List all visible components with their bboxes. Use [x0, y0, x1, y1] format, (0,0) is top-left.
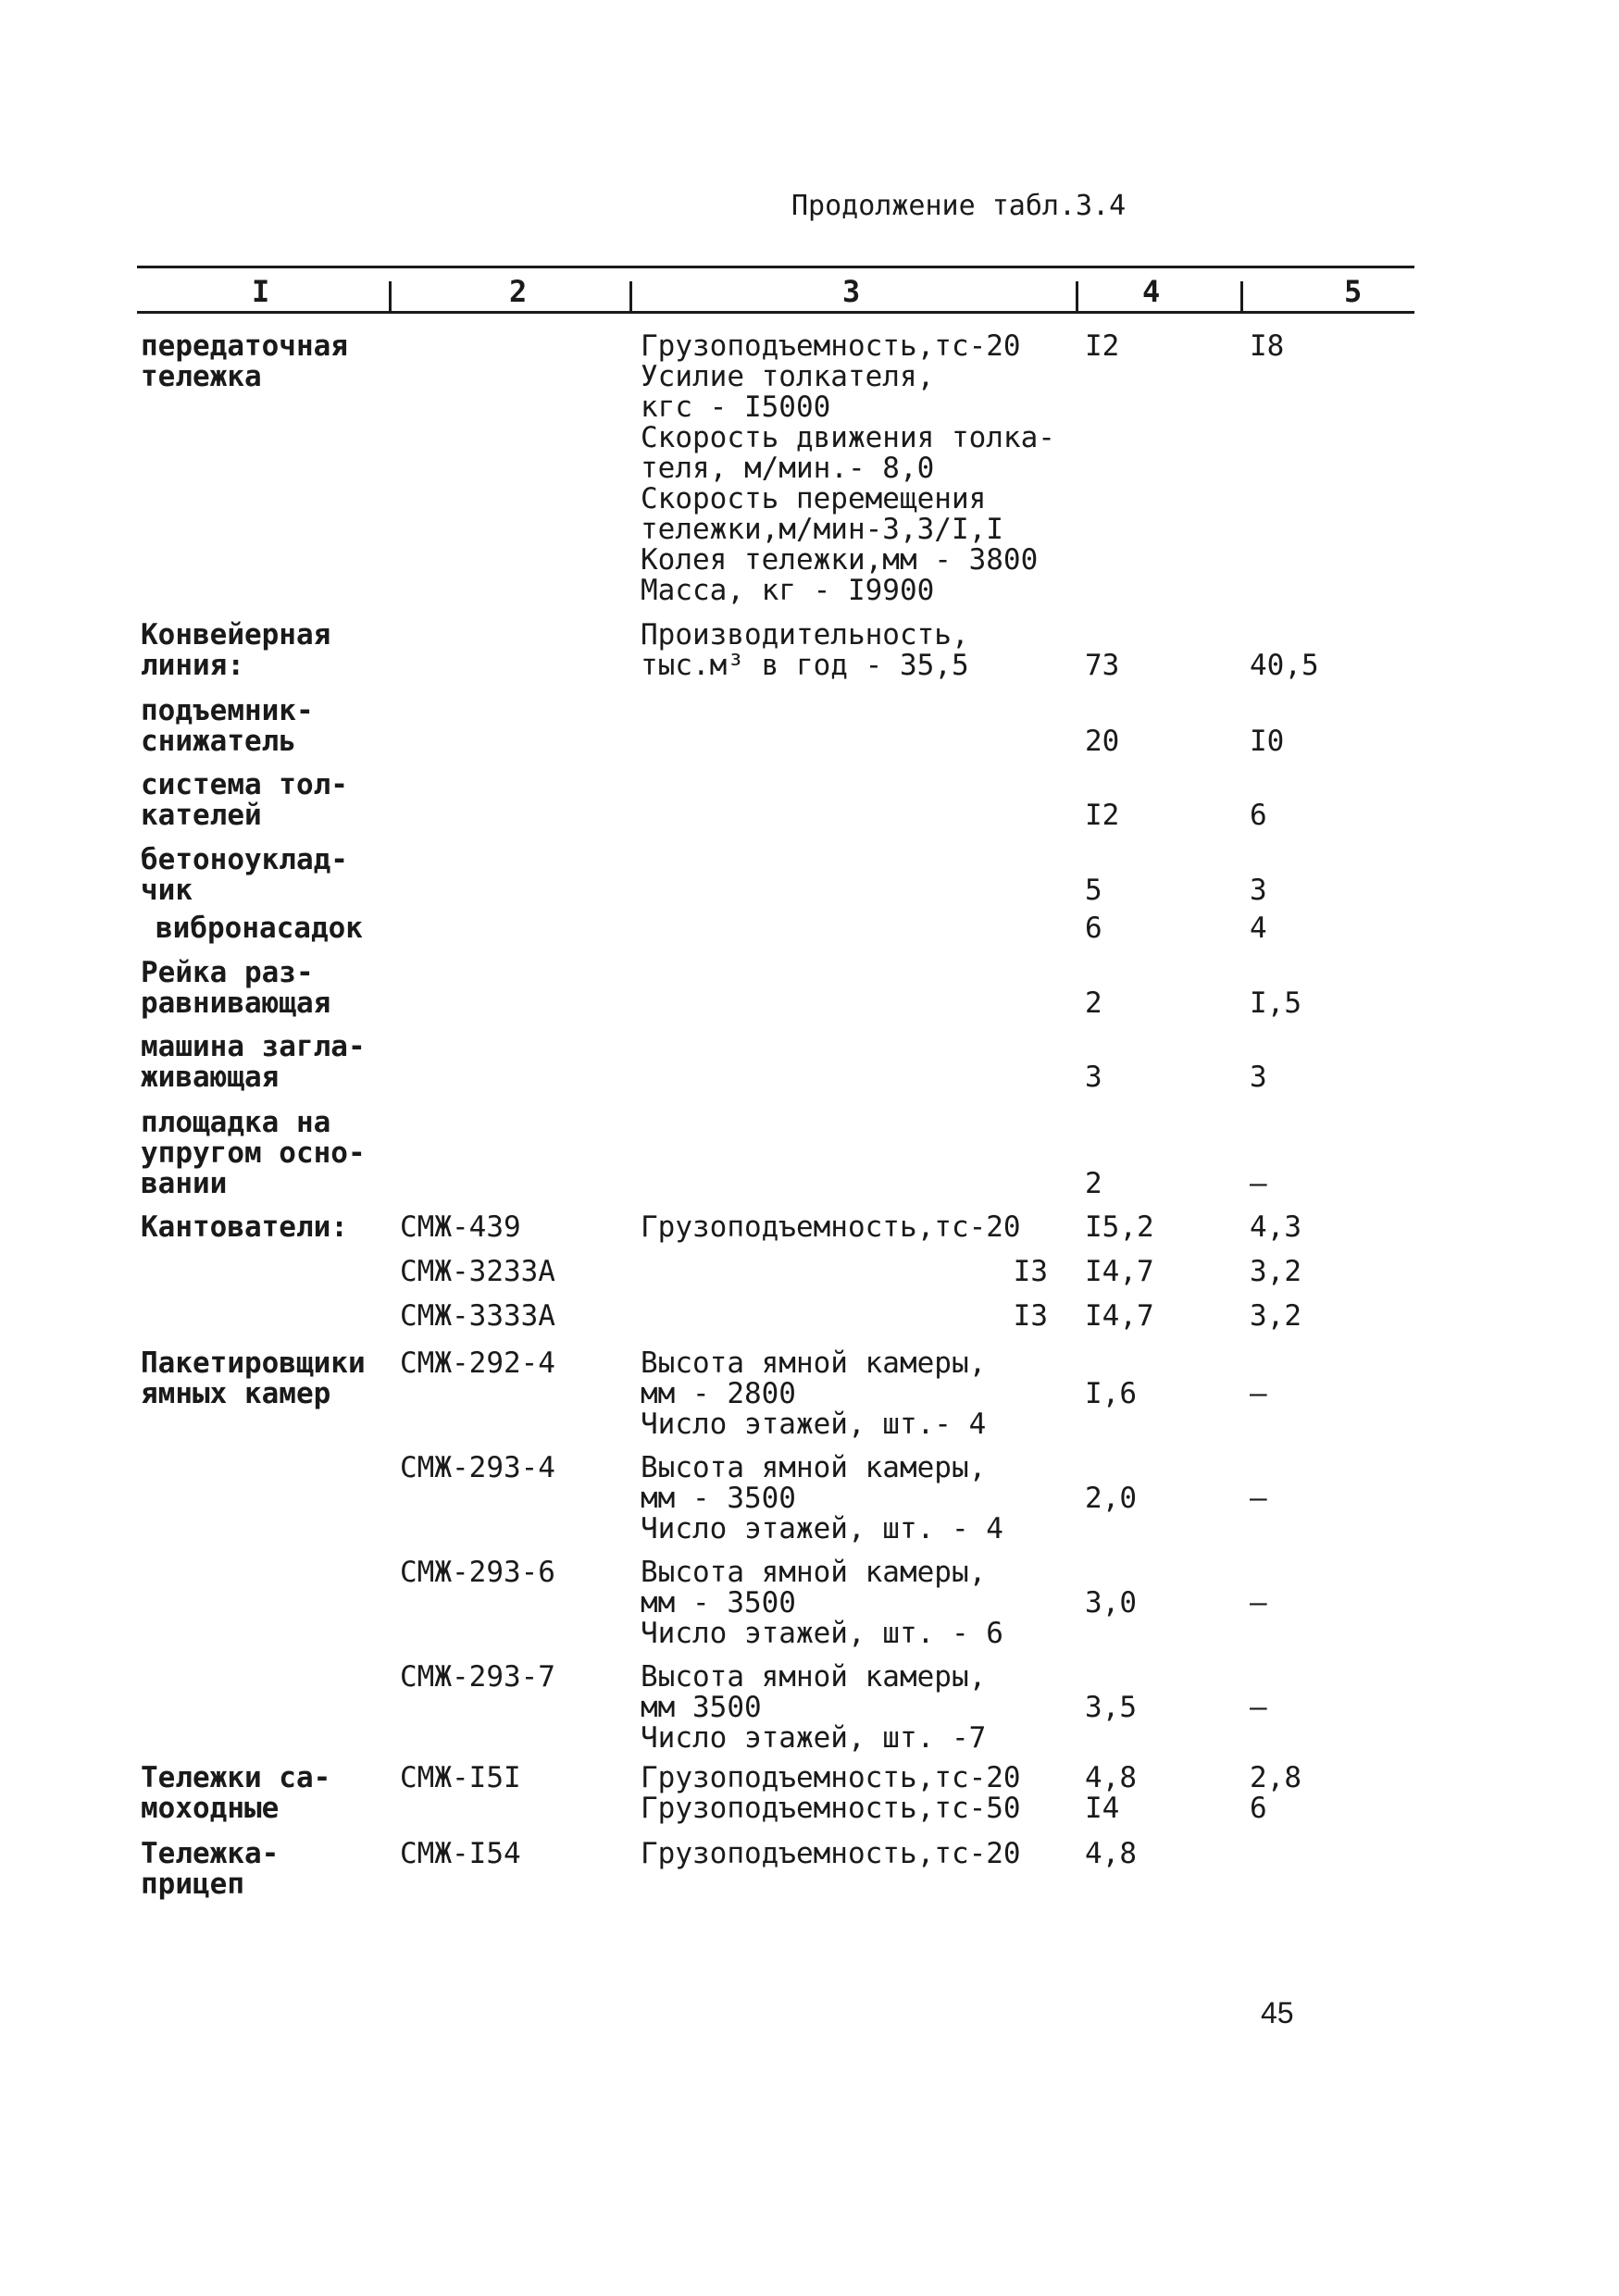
- table-cell-spec: Грузоподъемность,тс-20 Усилие толкателя, кгс - I5000 Скорость движения толка- теля, м/мин.- 8,0 Скорость перемещения тележки,м/мин-3,3/I,I Колея тележки,мм - 3800 Масса, кг - I9900: [641, 329, 1055, 607]
- table-cell-col5: I0: [1250, 725, 1285, 758]
- page-number: 45: [1261, 1996, 1294, 2029]
- table-cell-col4: 4,8: [1085, 1837, 1137, 1870]
- table-cell-col5: –: [1250, 1586, 1267, 1620]
- table-cell-col5: I8: [1250, 329, 1285, 363]
- table-cell-name: Конвейерная линия:: [141, 618, 331, 682]
- table-cell-col4: 4,8 I4: [1085, 1761, 1137, 1825]
- table-cell-name: система тол- кателей: [141, 768, 348, 832]
- column-header-2: 2: [509, 274, 528, 309]
- table-cell-spec: Грузоподъемность,тс-20: [641, 1837, 1021, 1870]
- table-cell-col5: 6: [1250, 799, 1267, 832]
- column-header-5: 5: [1344, 274, 1363, 309]
- table-cell-name: Рейка раз- равнивающая: [141, 956, 331, 1020]
- column-header-4: 4: [1142, 274, 1161, 309]
- table-cell-col5: 3,2: [1250, 1255, 1301, 1288]
- table-cell-col4: 2: [1085, 1167, 1102, 1200]
- table-cell-spec: Производительность, тыс.м³ в год - 35,5: [641, 618, 969, 682]
- table-cell-model: СМЖ-I5I: [400, 1761, 521, 1794]
- table-caption: Продолжение табл.3.4: [791, 190, 1127, 222]
- table-cell-col4: 2,0: [1085, 1482, 1137, 1515]
- table-cell-name: площадка на упругом осно- вании: [141, 1106, 366, 1200]
- table-cell-name: подъемник- снижатель: [141, 694, 314, 758]
- table-cell-spec: Грузоподъемность,тс-20: [641, 1210, 1021, 1244]
- column-separator: [629, 281, 632, 311]
- table-cell-model: СМЖ-293-4: [400, 1451, 555, 1484]
- table-cell-col4: 3,5: [1085, 1691, 1137, 1724]
- table-cell-col4: I4,7: [1085, 1255, 1154, 1288]
- table-cell-spec: Высота ямной камеры, мм - 2800 Число этажей, шт.- 4: [641, 1347, 987, 1441]
- table-cell-model: СМЖ-292-4: [400, 1347, 555, 1380]
- table-cell-col5: 4,3: [1250, 1210, 1301, 1244]
- table-cell-name: вибронасадок: [156, 912, 363, 945]
- table-cell-col4: I,6: [1085, 1377, 1137, 1410]
- column-header-1: I: [252, 274, 270, 309]
- table-cell-col5: 3: [1250, 1061, 1267, 1094]
- table-cell-spec: Грузоподъемность,тс-20 Грузоподъемность,тс-50: [641, 1761, 1021, 1825]
- table-cell-col4: 5: [1085, 874, 1102, 907]
- table-cell-col5: –: [1250, 1167, 1267, 1200]
- table-cell-name: машина загла- живающая: [141, 1030, 366, 1094]
- table-cell-col5: I,5: [1250, 987, 1301, 1020]
- table-cell-col5: –: [1250, 1691, 1267, 1724]
- table-top-rule: [137, 266, 1414, 268]
- table-cell-spec: I3: [1013, 1299, 1048, 1333]
- table-cell-col4: 73: [1085, 649, 1120, 682]
- column-separator: [1076, 281, 1078, 311]
- table-cell-col5: 40,5: [1250, 649, 1319, 682]
- table-cell-col5: 4: [1250, 912, 1267, 945]
- table-cell-col5: 3,2: [1250, 1299, 1301, 1333]
- table-cell-col4: 6: [1085, 912, 1102, 945]
- column-separator: [389, 281, 392, 311]
- table-cell-col4: 20: [1085, 725, 1120, 758]
- table-cell-col5: –: [1250, 1377, 1267, 1410]
- column-separator: [1240, 281, 1243, 311]
- table-cell-name: передаточная тележка: [141, 329, 348, 393]
- table-cell-col4: I4,7: [1085, 1299, 1154, 1333]
- table-cell-model: СМЖ-439: [400, 1210, 521, 1244]
- table-cell-col5: –: [1250, 1482, 1267, 1515]
- table-cell-spec: Высота ямной камеры, мм - 3500 Число этажей, шт. - 4: [641, 1451, 1003, 1545]
- table-cell-col4: I5,2: [1085, 1210, 1154, 1244]
- table-cell-spec: I3: [1013, 1255, 1048, 1288]
- table-cell-model: СМЖ-I54: [400, 1837, 521, 1870]
- table-cell-name: Кантователи:: [141, 1210, 348, 1244]
- table-cell-model: СМЖ-293-6: [400, 1556, 555, 1589]
- table-header-rule: [137, 311, 1414, 314]
- table-cell-col5: 3: [1250, 874, 1267, 907]
- table-cell-model: СМЖ-293-7: [400, 1660, 555, 1694]
- table-cell-name: Тележка- прицеп: [141, 1837, 280, 1901]
- table-cell-model: СМЖ-3233А: [400, 1255, 555, 1288]
- table-cell-spec: Высота ямной камеры, мм 3500 Число этажей, шт. -7: [641, 1660, 987, 1755]
- table-cell-col4: 3: [1085, 1061, 1102, 1094]
- table-cell-spec: Высота ямной камеры, мм - 3500 Число этажей, шт. - 6: [641, 1556, 1003, 1650]
- table-cell-col4: 3,0: [1085, 1586, 1137, 1620]
- table-cell-col4: I2: [1085, 799, 1120, 832]
- table-cell-name: Пакетировщики ямных камер: [141, 1347, 366, 1410]
- column-header-3: 3: [842, 274, 861, 309]
- table-cell-name: Тележки са- моходные: [141, 1761, 331, 1825]
- table-cell-col4: 2: [1085, 987, 1102, 1020]
- table-cell-model: СМЖ-3333А: [400, 1299, 555, 1333]
- table-cell-col5: 2,8 6: [1250, 1761, 1301, 1825]
- table-cell-col4: I2: [1085, 329, 1120, 363]
- table-cell-name: бетоноуклад- чик: [141, 843, 348, 907]
